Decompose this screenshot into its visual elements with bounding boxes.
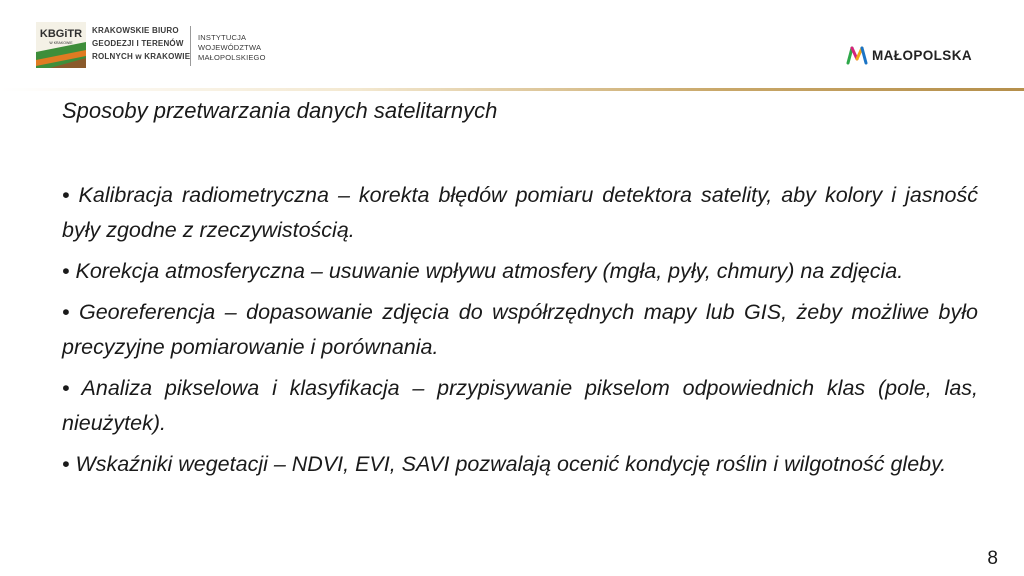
bullet-list	[62, 178, 978, 488]
office-name-line: KRAKOWSKIE BIURO	[92, 26, 179, 35]
institution-label	[198, 33, 266, 63]
kbgitr-logo	[36, 22, 86, 68]
page-number: 8	[987, 548, 998, 569]
institution-line: MAŁOPOLSKIEGO	[198, 53, 266, 62]
institution-line: WOJEWÓDZTWA	[198, 43, 262, 52]
header-rule	[0, 88, 1024, 91]
institution-line: INSTYTUCJA	[198, 33, 247, 42]
malopolska-text: MAŁOPOLSKA	[872, 47, 972, 63]
slide-title: Sposoby przetwarzania danych satelitarnych	[62, 98, 498, 123]
bullet-item: • Korekcja atmosferyczna – usuwanie wpływu atmosfery (mgła, pyły, chmury) na zdjęcia.	[62, 259, 904, 283]
bullet-item: • Analiza pikselowa i klasyfikacja – przypisywanie pikselom odpowiednich klas (pole, las, nieużytek).	[62, 376, 978, 435]
kbgitr-logo-text: KBGiTR	[39, 28, 83, 40]
slide-header	[0, 0, 1024, 88]
header-divider	[190, 26, 191, 66]
office-name-line: GEODEZJI I TERENÓW	[92, 39, 184, 48]
bullet-item: • Georeferencja – dopasowanie zdjęcia do współrzędnych mapy lub GIS, żeby możliwe było precyzyjne pomiarowanie i porównania.	[62, 300, 978, 359]
office-name-line: ROLNYCH w KRAKOWIE	[92, 52, 191, 61]
malopolska-m-icon	[846, 45, 868, 65]
malopolska-logo	[846, 44, 972, 66]
office-name	[92, 24, 192, 63]
kbgitr-logo-subtext: W KRAKOWIE	[49, 41, 73, 45]
bullet-item: • Wskaźniki wegetacji – NDVI, EVI, SAVI pozwalają ocenić kondycję roślin i wilgotność gleby.	[62, 452, 947, 476]
bullet-item: • Kalibracja radiometryczna – korekta błędów pomiaru detektora satelity, aby kolory i jasność były zgodne z rzeczywistością.	[62, 183, 978, 242]
